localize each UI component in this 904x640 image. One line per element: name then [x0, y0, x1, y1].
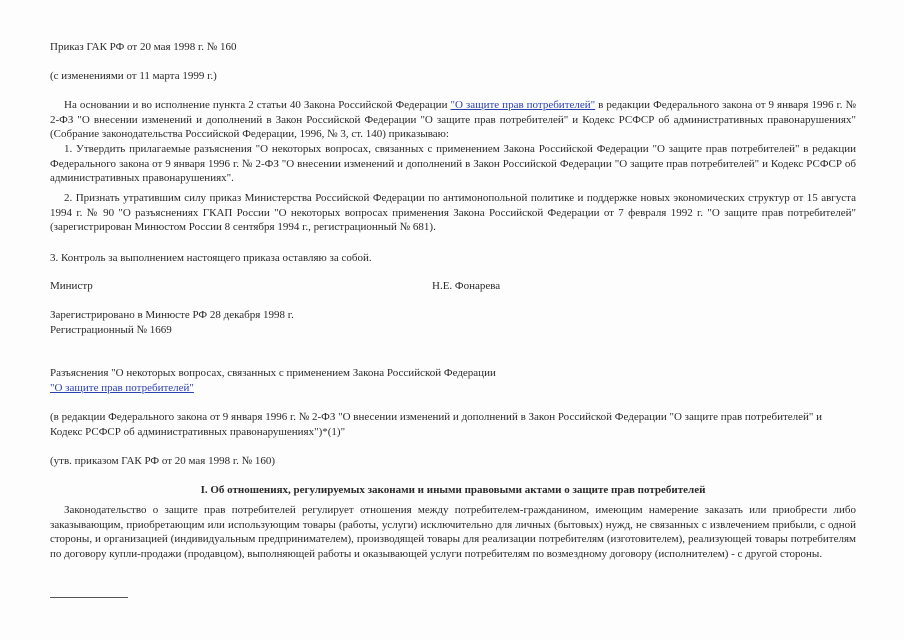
explanations-approved: (утв. приказом ГАК РФ от 20 мая 1998 г. № 160) — [50, 455, 276, 467]
explanations-law-link[interactable]: "О защите прав потребителей" — [50, 381, 194, 394]
preamble-text-start: На основании и во исполнение пункта 2 статьи 40 Закона Российской Федерации — [64, 99, 451, 111]
explanations-title-text: Разъяснения "О некоторых вопросах, связанных с применением Закона Российской Федерации — [50, 367, 496, 379]
footnote-divider — [50, 597, 128, 598]
section-1-text: Законодательство о защите прав потребителей регулирует отношения между потребителем-гражданином, имеющим намерение заказать или приобрести либо заказывающим, приобретающим или использующим товары (работы, услуги) исключительно для личных (бытовых) нужд, не связанных с извлечением прибыли, с одной стороны, и организацией (индивидуальным предпринимателем), производящей товары для реализации потребителям (изготовителем), реализующей товары потребителям по договору купли-продажи (продавцом), выполняющей работы и оказывающей услуги потребителям по возмездному договору (исполнителем) - с другой стороны. — [50, 504, 856, 560]
order-amendments: (с изменениями от 11 марта 1999 г.) — [50, 70, 217, 82]
signer-role: Министр — [50, 280, 93, 292]
preamble-text-end: в редакции Федерального закона от 9 января 1996 г. № 2-ФЗ "О внесении изменений и дополнений в Закон Российской Федерации "О защите прав потребителей" и Кодекс РСФСР об административных правонарушениях" (Собрание законодательства Российской Федерации, 1996, № 3, ст. 140) приказываю: — [50, 99, 856, 140]
order-item-2: 2. Признать утратившим силу приказ Министерства Российской Федерации по антимонопольной политике и поддержке новых экономических структур от 15 августа 1994 г. № 90 "О разъяснениях ГКАП России "О некоторых вопросах применения Закона Российской Федерации от 7 февраля 1992 г. "О защите прав потребителей" (зарегистрирован Минюстом России 8 сентября 1994 г., регистрационный № 681). — [50, 192, 856, 233]
explanations-edition: (в редакции Федерального закона от 9 января 1996 г. № 2-ФЗ "О внесении изменений и дополнений в Закон Российской Федерации "О защите прав потребителей" и Кодекс РСФСР об административных правонарушениях")*(1)" — [50, 411, 823, 438]
explanations-title — [50, 366, 850, 395]
order-item-3: 3. Контроль за выполнением настоящего приказа оставляю за собой. — [50, 252, 372, 264]
registration-number: Регистрационный № 1669 — [50, 323, 172, 336]
registration-info — [50, 308, 450, 337]
registration-date: Зарегистрировано в Минюсте РФ 28 декабря 1998 г. — [50, 309, 294, 321]
order-preamble — [50, 98, 856, 142]
section-1-heading: I. Об отношениях, регулируемых законами и иными правовыми актами о защите прав потребителей — [200, 484, 706, 496]
order-title: Приказ ГАК РФ от 20 мая 1998 г. № 160 — [50, 41, 237, 53]
consumer-rights-law-link[interactable]: "О защите прав потребителей" — [450, 99, 596, 111]
order-item-1: 1. Утвердить прилагаемые разъяснения "О некоторых вопросах, связанных с применением Закона Российской Федерации "О защите прав потребителей" в редакции Федерального закона от 9 января 1996 г. № 2-ФЗ "О внесении изменений и дополнений в Закон Российской Федерации "О защите прав потребителей" и Кодекс РСФСР об административных правонарушениях". — [50, 143, 856, 184]
signer-name: Н.Е. Фонарева — [432, 280, 501, 292]
